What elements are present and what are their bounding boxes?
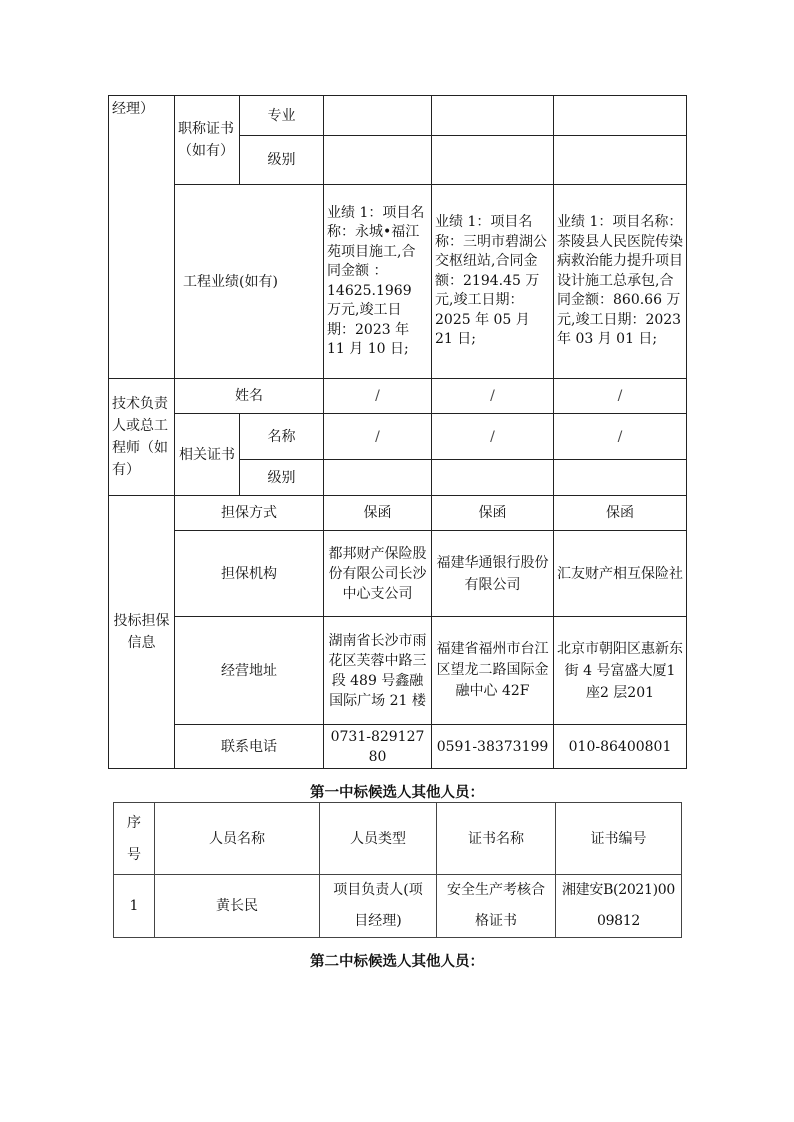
- specialty-value: [432, 96, 554, 136]
- phone-value: 0591-38373199: [432, 725, 554, 769]
- address-value: 福建省福州市台江区望龙二路国际金融中心 42F: [432, 617, 554, 725]
- name-value: /: [554, 379, 687, 414]
- row-cert-number: 湘建安B(2021)0009812: [556, 875, 682, 938]
- address-label: 经营地址: [175, 617, 324, 725]
- guarantee-label: 投标担保信息: [109, 496, 175, 769]
- cert-grade-value: [324, 460, 432, 496]
- header-cert-number: 证书编号: [556, 803, 682, 875]
- specialty-label: 专业: [240, 96, 324, 136]
- grade-value: [554, 136, 687, 185]
- name-value: /: [324, 379, 432, 414]
- tech-lead-label: 技术负责人或总工程师（如有）: [109, 379, 175, 496]
- table-row: [114, 875, 682, 938]
- performance-value: 业绩 1：项目名称：三明市碧湖公交枢纽站,合同金额：2194.45 万元,竣工日期：2025 年 05 月 21 日;: [432, 185, 554, 379]
- other-personnel-table: [113, 802, 682, 938]
- header-person-name: 人员名称: [155, 803, 320, 875]
- address-value: 湖南省长沙市雨花区芙蓉中路三段 489 号鑫融国际广场 21 楼: [324, 617, 432, 725]
- performance-value: 业绩 1：项目名称：永城•福江苑项目施工,合同金额 ：14625.1969 万元,竣工日期：2023 年 11 月 10 日;: [324, 185, 432, 379]
- specialty-value: [554, 96, 687, 136]
- pm-label-tail: 经理）: [109, 96, 175, 379]
- related-cert-label: 相关证书: [175, 414, 240, 496]
- name-label: 姓名: [175, 379, 324, 414]
- grade-value: [432, 136, 554, 185]
- cert-grade-label: 级别: [240, 460, 324, 496]
- header-cert-name: 证书名称: [437, 803, 556, 875]
- section-title-second-candidate: 第二中标候选人其他人员：: [310, 953, 484, 970]
- section-title-first-candidate: 第一中标候选人其他人员：: [310, 784, 484, 801]
- guarantor-label: 担保机构: [175, 531, 324, 617]
- phone-value: 0731-82912780: [324, 725, 432, 769]
- guarantee-method-label: 担保方式: [175, 496, 324, 531]
- grade-value: [324, 136, 432, 185]
- row-person-type: 项目负责人(项目经理): [320, 875, 437, 938]
- guarantor-value: 福建华通银行股份有限公司: [432, 531, 554, 617]
- guarantor-value: 汇友财产相互保险社: [554, 531, 687, 617]
- cert-grade-value: [554, 460, 687, 496]
- row-index: 1: [114, 875, 155, 938]
- performance-label: 工程业绩(如有): [175, 185, 324, 379]
- guarantee-method-value: 保函: [554, 496, 687, 531]
- address-value: 北京市朝阳区惠新东街 4 号富盛大厦1 座2 层201: [554, 617, 687, 725]
- guarantor-value: 都邦财产保险股份有限公司长沙中心支公司: [324, 531, 432, 617]
- performance-value: 业绩 1：项目名称：茶陵县人民医院传染病救治能力提升项目设计施工总承包,合同金额：860.66 万元,竣工日期：2023 年 03 月 01 日;: [554, 185, 687, 379]
- cert-name-value: /: [554, 414, 687, 460]
- grade-label: 级别: [240, 136, 324, 185]
- row-cert-name: 安全生产考核合格证书: [437, 875, 556, 938]
- cert-name-value: /: [324, 414, 432, 460]
- row-person-name: 黄长民: [155, 875, 320, 938]
- header-person-type: 人员类型: [320, 803, 437, 875]
- guarantee-method-value: 保函: [432, 496, 554, 531]
- phone-value: 010-86400801: [554, 725, 687, 769]
- cert-name-label: 名称: [240, 414, 324, 460]
- title-cert-label: 职称证书（如有）: [175, 96, 240, 185]
- specialty-value: [324, 96, 432, 136]
- cert-grade-value: [432, 460, 554, 496]
- header-index: 序号: [114, 803, 155, 875]
- candidate-info-table: [108, 95, 687, 769]
- name-value: /: [432, 379, 554, 414]
- cert-name-value: /: [432, 414, 554, 460]
- guarantee-method-value: 保函: [324, 496, 432, 531]
- phone-label: 联系电话: [175, 725, 324, 769]
